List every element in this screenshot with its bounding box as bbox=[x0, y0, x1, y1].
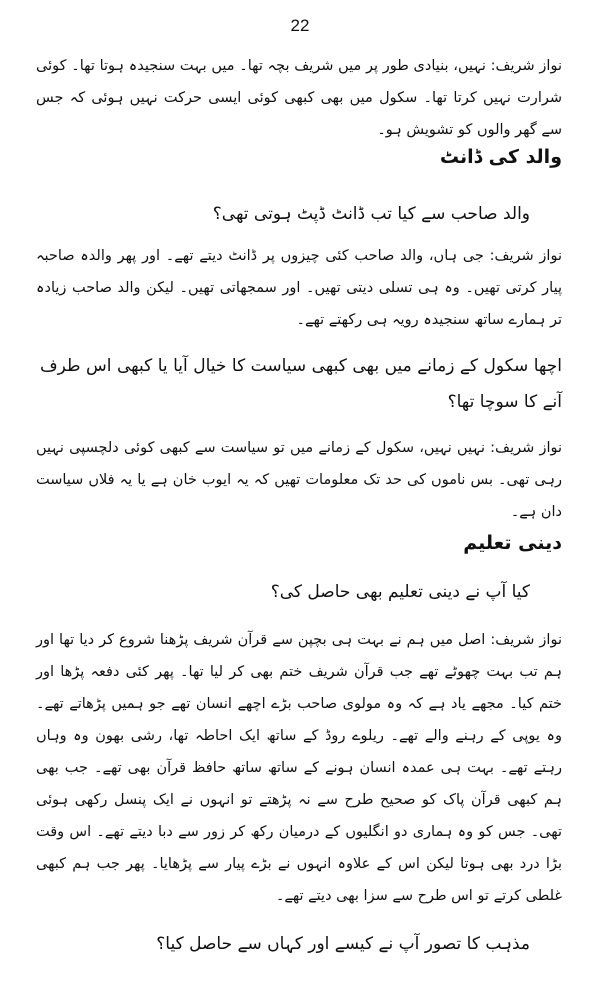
answer-paragraph-religious-education: نواز شریف: اصل میں ہم نے بہت ہی بچپن سے قرآن شریف پڑھنا شروع کر دیا تھا اور ہم تب بہت چھوٹے تھے جب قرآن شریف ختم بھی کر لیا تھا۔ پھر کئی دفعہ پڑھا اور ختم کیا۔ مجھے یاد ہے کہ وہ مولوی صاحب بڑے اچھے انسان تھے جو ہمیں پڑھاتے تھے۔ وہ یوپی کے رہنے والے تھے۔ ریلوے روڈ کے ساتھ ایک احاطہ تھا، رشی بھون وہ وہاں رہتے تھے۔ بہت ہی عمدہ انسان ہونے کے ساتھ ساتھ حافظ قرآن بھی تھے۔ جب بھی ہم کبھی قرآن پاک کو صحیح طرح سے نہ پڑھتے تو انہوں نے ایک پنسل رکھی ہوئی تھی۔ جس کو وہ ہماری دو انگلیوں کے درمیان رکھ کر زور سے دبا دیتے تھے۔ اس وقت بڑا درد بھی ہوتا لیکن اس کے علاوہ انہوں نے بڑے پیار سے پڑھایا۔ پھر جب ہم کبھی غلطی کرتے تو اس طرح سے سزا بھی دیتے تھے۔ bbox=[36, 632, 562, 904]
interview-question-father-scolding: والد صاحب سے کیا تب ڈانٹ ڈپٹ ہوتی تھی؟ bbox=[212, 204, 530, 224]
interview-question-religious-education: کیا آپ نے دینی تعلیم بھی حاصل کی؟ bbox=[270, 582, 530, 602]
answer-paragraph-father-scolding: نواز شریف: جی ہاں، والد صاحب کئی چیزوں پر ڈانٹ دیتے تھے۔ اور پھر والدہ صاحبہ پیار کرتی تھیں۔ وہ ہی تسلی دیتی تھیں۔ اور سمجھاتی تھیں۔ لیکن والد صاحب زیادہ تر ہمارے ساتھ سنجیدہ رویہ ہی رکھتے تھے۔ bbox=[36, 248, 562, 328]
page-number: 22 bbox=[290, 16, 310, 35]
answer-paragraph-politics-in-school: نواز شریف: نہیں نہیں، سکول کے زمانے میں تو سیاست سے کبھی کوئی دلچسپی نہیں رہی تھی۔ بس ناموں کی حد تک معلومات تھیں کہ یہ ایوب خان ہے یا یہ فلاں سیاست دان ہے۔ bbox=[36, 440, 562, 520]
answer-paragraph-childhood: نواز شریف: نہیں، بنیادی طور پر میں شریف بچہ تھا۔ میں بہت سنجیدہ ہوتا تھا۔ کوئی شرارت نہیں کرتا تھا۔ سکول میں بھی کبھی کوئی ایسی حرکت نہیں ہوئی کہ جس سے گھر والوں کو تشویش ہو۔ bbox=[36, 58, 562, 138]
interview-question-politics-in-school: اچھا سکول کے زمانے میں بھی کبھی سیاست کا خیال آیا یا کبھی اس طرف آنے کا سوچا تھا؟ bbox=[40, 356, 562, 412]
interview-question-concept-of-religion: مذہب کا تصور آپ نے کیسے اور کہاں سے حاصل کیا؟ bbox=[156, 934, 530, 954]
section-heading-religious-education: دینی تعلیم bbox=[463, 532, 562, 554]
section-heading-father-scolding: والد کی ڈانٹ bbox=[439, 146, 562, 168]
